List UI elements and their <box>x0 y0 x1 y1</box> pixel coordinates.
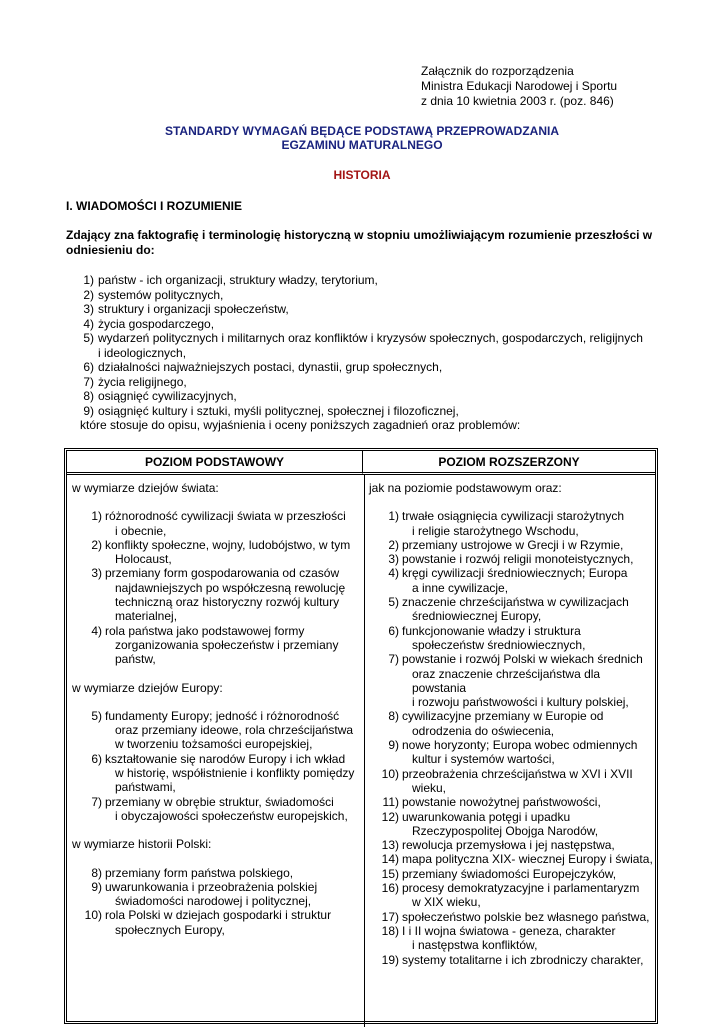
subject-heading: HISTORIA <box>333 168 391 182</box>
table-list-item-line: kształtowanie się narodów Europy i ich wkład <box>105 751 346 766</box>
table-list-item-text <box>399 595 629 624</box>
table-list-item <box>369 624 655 653</box>
table-list-item-line: rewolucja przemysłowa i jej następstwa, <box>402 838 615 853</box>
table-list-item-line: Holocaust, <box>115 552 172 567</box>
table-list-item-line: i rozwoju państwowości i kultury polskiej, <box>412 695 629 710</box>
table-list-item-line: uwarunkowania i przeobrażenia polskiej <box>105 879 318 894</box>
list-item-number: 5) <box>83 331 94 345</box>
table-list-item-text <box>102 624 338 667</box>
table-list-item <box>369 652 655 709</box>
table-list-item-line: powstanie i rozwój Polski w wiekach średnich <box>402 652 643 667</box>
table-list-item-line: mapa polityczna XIX- wiecznej Europy i świata, <box>402 852 653 867</box>
table-list-item-number: 6) <box>388 623 399 638</box>
table-list-item-text <box>102 908 331 937</box>
list-item <box>80 317 680 332</box>
spacer <box>72 667 358 681</box>
table-list-item-text <box>399 709 603 738</box>
table-list-item <box>369 953 655 967</box>
table-list-item <box>72 866 358 880</box>
column-divider <box>364 475 365 1027</box>
scope-europe: w wymiarze dziejów Europy: <box>72 680 223 695</box>
table-list-item-line: fundamenty Europy; jedność i różnorodność <box>105 708 340 723</box>
table-list-item-number: 1) <box>388 509 399 524</box>
table-list-item-number: 1) <box>91 509 102 524</box>
table-list-item-line: społecznych Europy, <box>115 922 225 937</box>
list-item-text: struktury i organizacji społeczeństw, <box>98 302 289 316</box>
table-list-item-text <box>399 838 615 852</box>
table-list-item-line: różnorodność cywilizacji świata w przeszłości <box>105 509 346 524</box>
list-item-number: 6) <box>83 360 94 374</box>
list-item-text: osiągnięć cywilizacyjnych, <box>98 389 237 403</box>
table-list-item-line: i obyczajowości społeczeństw europejskich, <box>115 808 348 823</box>
table-list-item-line: wieku, <box>412 780 447 795</box>
table-list-item-line: nowe horyzonty; Europa wobec odmiennych <box>402 738 638 753</box>
list-item <box>80 331 680 346</box>
table-list-item-number: 3) <box>388 552 399 567</box>
table-list-item <box>369 767 655 796</box>
table-list-item-number: 15) <box>381 866 399 881</box>
table-list-item-number: 7) <box>91 794 102 809</box>
document-title <box>0 124 724 152</box>
title-line-1: STANDARDY WYMAGAŃ BĘDĄCE PODSTAWĄ PRZEPROWADZANIA <box>164 124 559 138</box>
table-list-item-text <box>399 953 643 967</box>
table-list-item-line: przeobrażenia chrześcijaństwa w XVI i XVII <box>402 766 633 781</box>
table-list-item <box>72 566 358 623</box>
section-heading: I. WIADOMOŚCI I ROZUMIENIE <box>66 199 242 213</box>
table-list-item-text <box>399 910 649 924</box>
annex-line-1: Załącznik do rozporządzenia <box>421 64 574 78</box>
table-list-item-text <box>399 624 585 653</box>
list-item <box>80 273 680 288</box>
table-list-item <box>369 566 655 595</box>
table-list-item <box>72 709 358 752</box>
table-list-item-number: 13) <box>381 838 399 853</box>
table-list-item <box>369 910 655 924</box>
table-list-item <box>72 624 358 667</box>
list-item <box>80 288 680 303</box>
list-item-number: 8) <box>83 389 94 403</box>
table-list-item-number: 8) <box>388 709 399 724</box>
table-list-item-text <box>399 538 623 552</box>
header-basic-level: POZIOM PODSTAWOWY <box>67 451 363 475</box>
list-item-number: 1) <box>83 273 94 287</box>
table-list-item-text <box>102 795 348 824</box>
table-list-item-line: znaczenie chrześcijaństwa w cywilizacjach <box>402 595 629 610</box>
table-list-item-line: państw, <box>115 652 156 667</box>
table-list-item-number: 5) <box>91 708 102 723</box>
table-list-item <box>369 738 655 767</box>
table-list-item-line: świadomości narodowej i politycznej, <box>115 894 312 909</box>
list-item <box>80 404 680 419</box>
table-list-item-text <box>102 880 317 909</box>
table-list-item-text <box>399 881 639 910</box>
header-extended-level: POZIOM ROZSZERZONY <box>363 451 655 475</box>
table-list-item-text <box>102 752 354 795</box>
table-list-item <box>369 852 655 866</box>
table-list-item-number: 2) <box>388 537 399 552</box>
table-list-item-text <box>399 924 615 953</box>
list-item-text: państw - ich organizacji, struktury władzy, terytorium, <box>98 273 378 287</box>
list-item-continuation: i ideologicznych, <box>98 345 187 360</box>
table-list-item-text <box>102 509 346 538</box>
table-list-item-number: 11) <box>382 795 399 810</box>
scope-poland: w wymiarze historii Polski: <box>72 837 212 852</box>
table-list-item-line: w XIX wieku, <box>412 895 481 910</box>
table-list-item-line: odrodzenia do oświecenia, <box>412 723 555 738</box>
table-list-item-line: i religie starożytnego Wschodu, <box>412 523 579 538</box>
table-list-item-line: kręgi cywilizacji średniowiecznych; Europa <box>402 566 628 581</box>
list-item <box>80 375 680 390</box>
table-list-item <box>72 509 358 538</box>
scope-world: w wymiarze dziejów świata: <box>72 481 219 495</box>
table-list-item-line: społeczeństwo polskie bez własnego państwa, <box>402 909 650 924</box>
table-list-item <box>369 595 655 624</box>
annex-note <box>421 64 617 109</box>
table-list-item-line: przemiany ustrojowe w Grecji i w Rzymie, <box>402 537 624 552</box>
table-list-item-text <box>102 709 353 752</box>
list-item <box>80 360 680 375</box>
table-list-item-number: 17) <box>381 909 399 924</box>
list-item-text: życia gospodarczego, <box>98 316 215 331</box>
table-list-item-text <box>399 810 598 839</box>
table-list-item-line: powstanie i rozwój religii monoteistycznych, <box>402 552 634 567</box>
table-list-item-line: oraz znaczenie chrześcijaństwa dla powstania <box>412 666 601 695</box>
table-list-item-number: 3) <box>91 566 102 581</box>
table-list-item-text <box>399 795 601 809</box>
table-list-item-line: w tworzeniu tożsamości europejskiej, <box>115 737 313 752</box>
table-list-item-line: techniczną oraz historyczny rozwój kultury <box>115 595 340 610</box>
table-list-item <box>72 908 358 937</box>
table-list-item-number: 18) <box>381 923 399 938</box>
table-list-item-line: funkcjonowanie władzy i struktura <box>402 623 581 638</box>
table-list-item-line: materialnej, <box>115 609 178 624</box>
table-list-item-line: i obecnie, <box>115 523 167 538</box>
table-list-item <box>369 810 655 839</box>
table-list-item-number: 4) <box>91 623 102 638</box>
table-list-item-number: 9) <box>91 879 102 894</box>
table-list-item-line: średniowiecznej Europy, <box>412 609 542 624</box>
list-item-text: życia religijnego, <box>98 374 187 389</box>
table-list-item-number: 2) <box>91 537 102 552</box>
table-list-item-text <box>102 566 345 623</box>
table-list-item-text <box>399 738 637 767</box>
table-list-item-line: w historię, współistnienie i konflikty pomiędzy <box>115 766 355 781</box>
list-item-number: 4) <box>83 316 94 331</box>
table-list-item <box>369 838 655 852</box>
table-list-item-line: oraz przemiany ideowe, rola chrześcijaństwa <box>115 723 354 738</box>
table-list-item-line: zorganizowania społeczeństw i przemiany <box>115 637 339 652</box>
table-list-item-text <box>102 866 293 880</box>
list-item-text: działalności najważniejszych postaci, dynastii, grup społecznych, <box>98 360 443 374</box>
table-list-item <box>369 509 655 538</box>
table-list-item-line: przemiany świadomości Europejczyków, <box>402 866 617 881</box>
table-list-item-line: cywilizacyjne przemiany w Europie od <box>402 709 604 724</box>
table-list-item-number: 4) <box>388 566 399 581</box>
table-list-item-line: państwami, <box>115 780 176 795</box>
table-list-item-line: konflikty społeczne, wojny, ludobójstwo, w tym <box>105 537 351 552</box>
table-list-item-text <box>102 538 350 567</box>
list-item-number: 3) <box>83 302 94 316</box>
table-list-item <box>369 552 655 566</box>
table-list-item-line: trwałe osiągnięcia cywilizacji starożytnych <box>402 509 625 524</box>
table-list-item-line: przemiany form gospodarowania od czasów <box>105 566 340 581</box>
table-list-item-number: 5) <box>388 595 399 610</box>
list-item-text: systemów politycznych, <box>98 287 224 302</box>
list-item <box>80 302 680 317</box>
table-list-item <box>369 867 655 881</box>
table-list-item <box>72 880 358 909</box>
table-list-item-number: 7) <box>388 652 399 667</box>
table-list-item-number: 12) <box>381 809 399 824</box>
intro-list <box>80 273 680 433</box>
table-list-item-text <box>399 652 655 709</box>
table-list-item-number: 16) <box>381 881 399 896</box>
table-list-item-number: 10) <box>84 908 102 923</box>
annex-line-2: Ministra Edukacji Narodowej i Sportu <box>421 79 618 93</box>
title-line-2: EGZAMINU MATURALNEGO <box>281 138 443 152</box>
annex-line-3: z dnia 10 kwietnia 2003 r. (poz. 846) <box>421 94 614 108</box>
table-list-item-text <box>399 509 624 538</box>
table-list-item-line: uwarunkowania potęgi i upadku <box>402 809 571 824</box>
table-list-item <box>72 795 358 824</box>
table-list-item-line: najdawniejszych po współczesną rewolucję <box>115 580 346 595</box>
list-item-number: 2) <box>83 287 94 302</box>
table-list-item-text <box>399 867 616 881</box>
table-list-item-text <box>399 566 627 595</box>
table-list-item-line: Rzeczypospolitej Obojga Narodów, <box>412 823 599 838</box>
extended-level-column <box>369 481 655 967</box>
table-list-item-line: społeczeństw średniowiecznych, <box>412 637 586 652</box>
table-list-item <box>72 538 358 567</box>
table-list-item-text <box>399 852 653 866</box>
table-list-item-line: rola Polski w dziejach gospodarki i struktur <box>105 908 332 923</box>
table-list-item <box>369 709 655 738</box>
lead-paragraph: Zdający zna faktografię i terminologię historyczną w stopniu umożliwiającym rozumienie przeszłości w odniesieniu do: <box>66 228 653 257</box>
table-list-item <box>369 538 655 552</box>
table-list-item <box>72 752 358 795</box>
table-list-item-number: 9) <box>388 738 399 753</box>
table-list-item-line: powstanie nowożytnej państwowości, <box>402 795 601 810</box>
spacer <box>72 823 358 837</box>
basic-level-column <box>72 481 358 937</box>
table-list-item-line: systemy totalitarne i ich zbrodniczy charakter, <box>402 952 644 967</box>
table-list-item-line: procesy demokratyzacyjne i parlamentaryzm <box>402 881 640 896</box>
list-item-number: 7) <box>83 374 94 389</box>
table-list-item-line: a inne cywilizacje, <box>412 580 509 595</box>
list-item-number: 9) <box>83 403 94 418</box>
table-list-item <box>369 881 655 910</box>
table-list-item-line: przemiany form państwa polskiego, <box>105 865 294 880</box>
table-list-item <box>369 795 655 809</box>
list-item <box>80 389 680 404</box>
table-list-item-line: przemiany w obrębie struktur, świadomości <box>105 794 334 809</box>
table-list-item-line: kultur i systemów wartości, <box>412 752 555 767</box>
table-list-item-number: 8) <box>91 865 102 880</box>
list-item-text: wydarzeń politycznych i militarnych oraz konfliktów i kryzysów społecznych, gospodarczych, religijnych <box>98 331 643 345</box>
table-list-item-line: I i II wojna światowa - geneza, charakter <box>402 923 616 938</box>
standards-table <box>64 448 658 1024</box>
list-item-text: osiągnięć kultury i sztuki, myśli politycznej, społecznej i filozoficznej, <box>98 403 459 418</box>
table-list-item-number: 14) <box>381 852 399 867</box>
table-list-item-number: 19) <box>381 952 399 967</box>
table-list-item-text <box>399 767 633 796</box>
table-list-item-text <box>399 552 633 566</box>
table-list-item-number: 10) <box>381 766 399 781</box>
table-list-item-line: rola państwa jako podstawowej formy <box>105 623 305 638</box>
table-list-item <box>369 924 655 953</box>
table-list-item-number: 6) <box>91 751 102 766</box>
intro-closing-text: które stosuje do opisu, wyjaśnienia i oceny poniższych zagadnień oraz problemów: <box>80 418 521 432</box>
scope-extended: jak na poziomie podstawowym oraz: <box>369 481 562 495</box>
table-list-item-line: i następstwa konfliktów, <box>412 938 538 953</box>
